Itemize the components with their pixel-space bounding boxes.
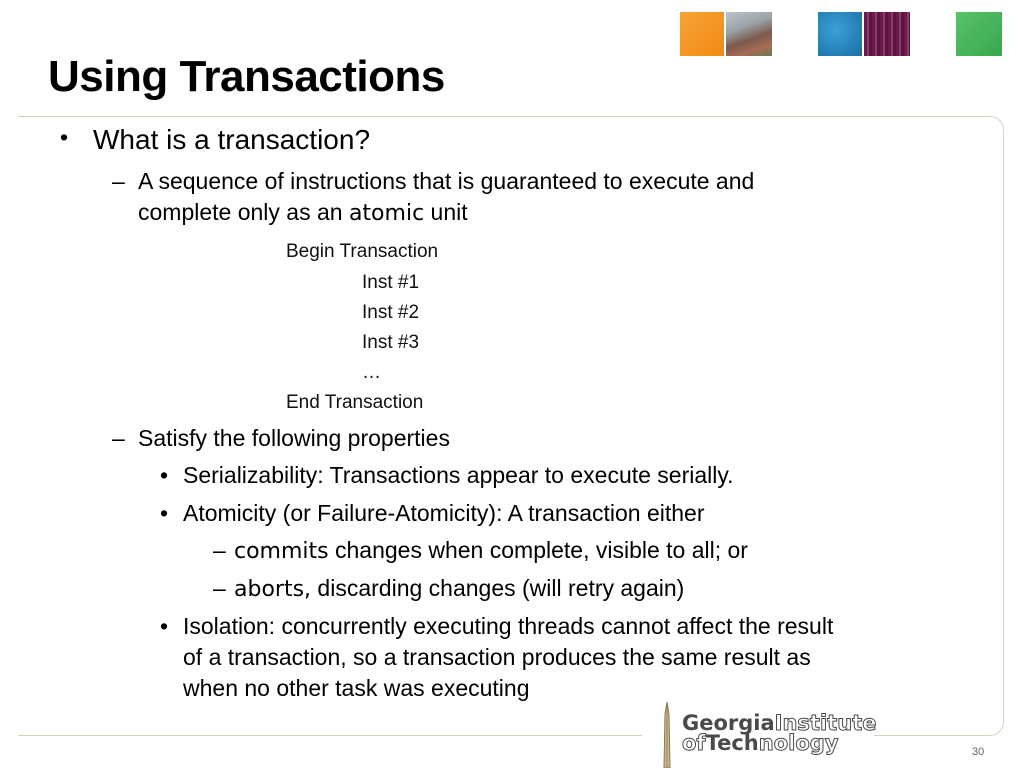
- definition-line-1: A sequence of instructions that is guaranteed to execute and: [138, 168, 755, 194]
- code-ellipsis: …: [362, 362, 381, 383]
- bullet: •: [60, 124, 69, 150]
- logo-wordmark: [682, 713, 876, 753]
- isolation-line-2: of a transaction, so a transaction produces the same result as: [183, 644, 811, 670]
- tech-tower-icon: [656, 700, 678, 768]
- isolation-line-1: Isolation: concurrently executing threads cannot affect the result: [183, 613, 834, 639]
- green-thumbnail: [956, 12, 1002, 56]
- logo-georgia: Georgia: [682, 711, 775, 735]
- code-inst-1: Inst #1: [362, 272, 420, 293]
- bullet: •: [160, 613, 169, 639]
- aborts-rest: discarding changes (will retry again): [311, 575, 685, 601]
- georgia-tech-logo: [642, 700, 877, 768]
- campus-photo-thumbnail: [726, 12, 772, 56]
- serializability-text: Serializability: Transactions appear to execute serially.: [183, 462, 734, 488]
- dash: –: [213, 537, 226, 563]
- bullet: •: [160, 462, 169, 488]
- orange-thumbnail: [680, 12, 724, 56]
- code-end: End Transaction: [286, 392, 424, 413]
- code-begin: Begin Transaction: [286, 241, 439, 262]
- logo-tech: Tech: [705, 731, 759, 755]
- dash: –: [213, 575, 226, 601]
- code-inst-3: Inst #3: [362, 332, 420, 353]
- commits-line: [234, 537, 748, 564]
- isolation-line-3: when no other task was executing: [183, 675, 530, 701]
- dash: –: [112, 425, 125, 451]
- commits-emphasis: commits: [234, 539, 329, 564]
- logo-nology: nology: [758, 731, 839, 755]
- code-inst-2: Inst #2: [362, 302, 420, 323]
- question-text: What is a transaction?: [93, 124, 371, 155]
- atomicity-text: Atomicity (or Failure-Atomicity): A transaction either: [183, 500, 705, 526]
- satisfy-text: Satisfy the following properties: [138, 425, 450, 451]
- blue-thumbnail: [818, 12, 862, 56]
- dash: –: [112, 168, 125, 194]
- commits-rest: changes when complete, visible to all; or: [328, 537, 748, 563]
- aborts-emphasis: aborts,: [234, 577, 312, 602]
- aborts-line: [234, 575, 684, 602]
- slide-title: Using Transactions: [48, 52, 445, 101]
- circuit-board-thumbnail: [864, 12, 910, 56]
- definition-post: unit: [424, 199, 468, 225]
- logo-of: of: [682, 731, 706, 755]
- page-number: 30: [972, 746, 985, 758]
- definition-line-2: [138, 199, 468, 226]
- logo-institute: Institute: [774, 711, 877, 735]
- atomic-emphasis: atomic: [348, 201, 425, 226]
- definition-pre: complete only as an: [138, 199, 349, 225]
- bullet: •: [160, 500, 169, 526]
